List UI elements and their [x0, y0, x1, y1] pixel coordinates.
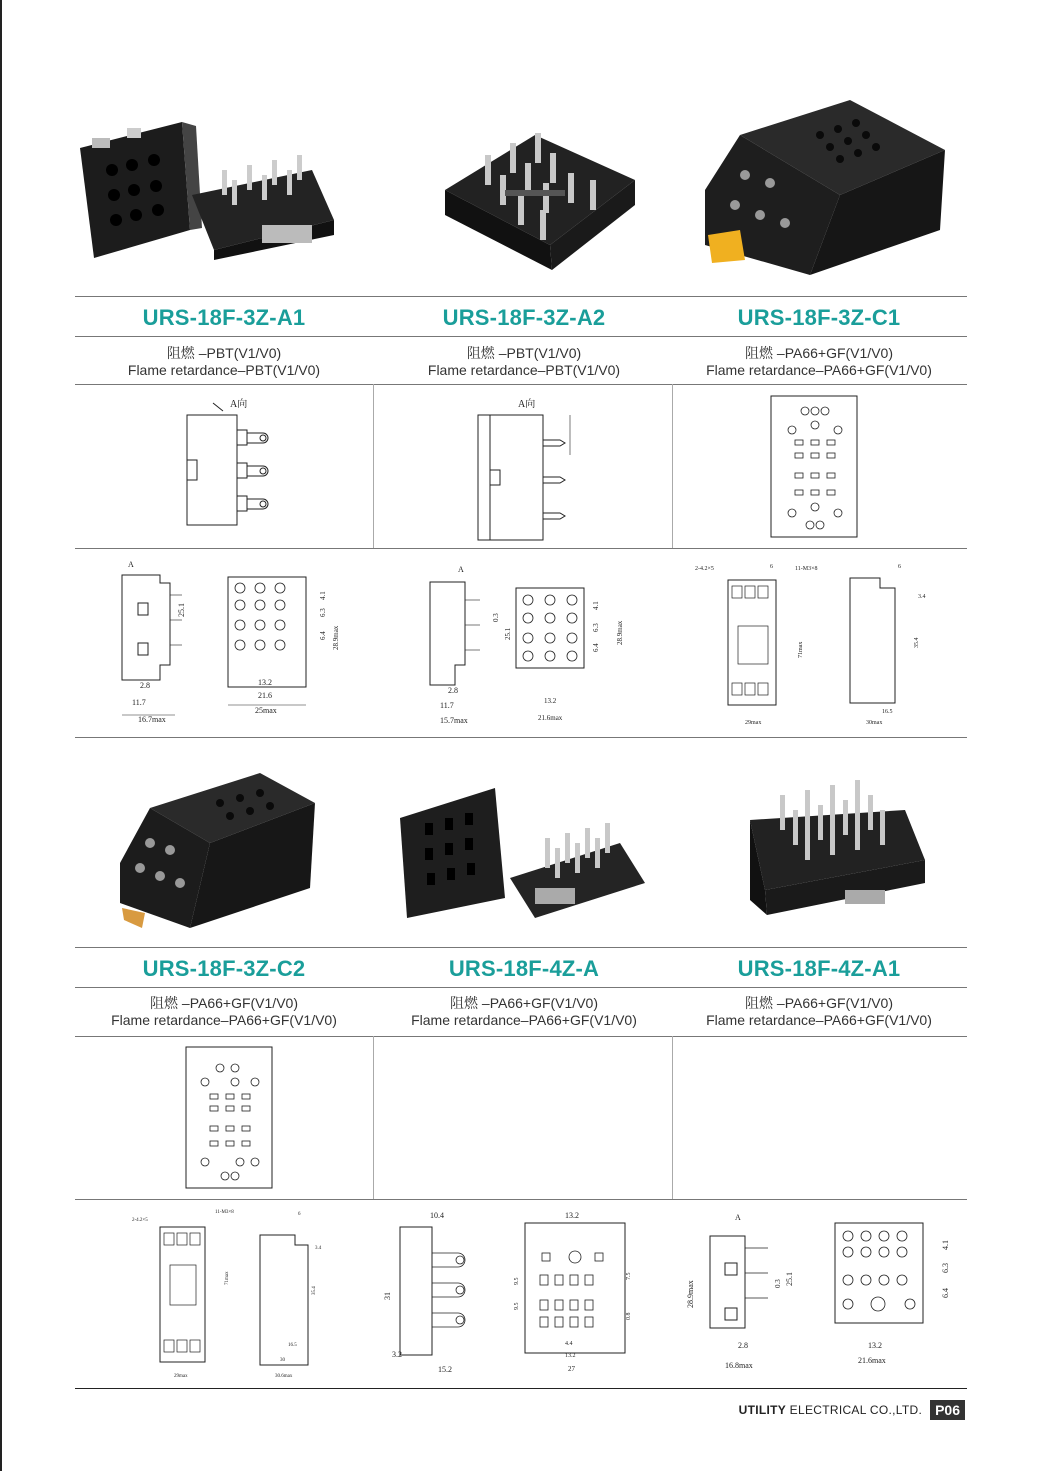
dim-label: 29max: [745, 720, 762, 726]
material-6: [670, 995, 968, 1029]
dim-label: 6.4: [941, 1288, 950, 1298]
divider: [75, 1036, 967, 1037]
model-title-5: URS-18F-4Z-A: [448, 956, 600, 981]
dim-label: 21.6: [258, 691, 272, 700]
dim-label: 2.8: [140, 681, 150, 690]
dim-label: 6.3: [941, 1263, 950, 1273]
dim-label: 6: [770, 564, 773, 570]
material-en: Flame retardance–PA66+GF(V1/V0): [706, 1012, 932, 1028]
dim-label: 2-4.2×5: [132, 1218, 148, 1223]
dim-label: 6.4: [592, 643, 600, 652]
dim-label: 4.1: [592, 601, 600, 610]
footer: [739, 1400, 965, 1420]
dim-label: 25max: [255, 706, 277, 715]
column-divider: [373, 1036, 374, 1199]
pin-diagram-c1: [770, 395, 860, 540]
divider: [75, 947, 967, 948]
material-4: [75, 995, 373, 1029]
material-cn: 阻燃 –PBT(V1/V0): [166, 345, 282, 361]
view-label: A向: [518, 399, 536, 410]
material-1: [75, 345, 373, 379]
dimension-drawing-c2: [130, 1205, 340, 1380]
page-border: [0, 0, 2, 1471]
divider: [75, 548, 967, 549]
material-5: [375, 995, 673, 1029]
dim-label: 31: [383, 1292, 392, 1300]
dimension-drawing-a2: [410, 560, 640, 730]
dimension-drawing-c1: [690, 558, 950, 733]
dim-label: 30: [280, 1358, 285, 1363]
dim-label: 4.1: [319, 591, 327, 600]
company-name-bold: UTILITY: [738, 1403, 787, 1417]
dim-label: 13.2: [544, 697, 557, 705]
dim-label: 35.4: [914, 637, 920, 648]
dim-label: 4.1: [941, 1240, 950, 1250]
dim-label: 25.1: [785, 1272, 794, 1286]
dimension-drawing-4z-a1: [680, 1208, 960, 1378]
dim-label: 16.5: [288, 1343, 297, 1348]
model-title-2: URS-18F-3Z-A2: [442, 305, 606, 330]
dim-label: 13.2: [565, 1353, 576, 1359]
dim-label: 11.7: [132, 698, 146, 707]
model-title-1: URS-18F-3Z-A1: [142, 305, 306, 330]
dim-label: 25.1: [504, 627, 512, 640]
view-label: A向: [230, 399, 248, 410]
dim-label: 0.8: [626, 1312, 632, 1320]
divider: [75, 296, 967, 297]
dim-label: 2.8: [738, 1341, 748, 1350]
dim-label: 30.6max: [275, 1374, 293, 1379]
column-divider: [672, 384, 673, 548]
dim-label: 11.7: [440, 701, 454, 710]
dim-label: 15.2: [438, 1365, 452, 1374]
material-cn: 阻燃 –PBT(V1/V0): [466, 345, 582, 361]
dim-label: 71max: [225, 1271, 230, 1285]
dim-label: 3.4: [918, 594, 926, 600]
dim-label: 9.5: [514, 1277, 520, 1285]
dim-label: 16.8max: [725, 1361, 753, 1370]
view-label: A: [458, 565, 464, 574]
dim-label: 7.5: [626, 1272, 632, 1280]
photo-urs-18f-3z-a1: [72, 110, 342, 260]
dim-label: 6: [298, 1212, 301, 1217]
dim-label: 6: [898, 564, 901, 570]
dim-label: 11-M3×8: [795, 566, 818, 572]
divider: [75, 336, 967, 337]
dim-label: 30max: [866, 720, 883, 726]
photo-urs-18f-4z-a1: [745, 765, 930, 935]
pin-diagram-c2: [185, 1046, 275, 1191]
dim-label: 21.6max: [858, 1356, 886, 1365]
dim-label: 11-M3×8: [215, 1210, 234, 1215]
dim-label: 3.2: [392, 1350, 402, 1359]
dim-label: 28.9max: [332, 625, 340, 650]
material-en: Flame retardance–PA66+GF(V1/V0): [111, 1012, 337, 1028]
dim-label: 29max: [174, 1374, 188, 1379]
column-divider: [672, 1036, 673, 1199]
dim-label: 0.3: [774, 1279, 782, 1288]
dim-label: 6.3: [592, 623, 600, 632]
divider: [75, 1199, 967, 1200]
material-cn: 阻燃 –PA66+GF(V1/V0): [150, 995, 298, 1011]
dim-label: 0.3: [492, 613, 500, 622]
divider: [75, 737, 967, 738]
dim-label: 16.7max: [138, 715, 166, 724]
dim-label: 21.6max: [538, 714, 563, 722]
photo-urs-18f-3z-a2: [440, 95, 640, 275]
dim-label: 6.4: [319, 631, 327, 640]
divider: [75, 987, 967, 988]
material-en: Flame retardance–PBT(V1/V0): [427, 362, 621, 378]
dim-label: 71max: [798, 641, 804, 658]
model-title-3: URS-18F-3Z-C1: [737, 305, 901, 330]
dim-label: 27: [568, 1365, 575, 1373]
dim-label: 16.5: [882, 709, 893, 715]
side-view-drawing-a2: [470, 395, 590, 545]
material-en: Flame retardance–PBT(V1/V0): [127, 362, 321, 378]
dim-label: 13.2: [258, 678, 272, 687]
dim-label: 13.2: [868, 1341, 882, 1350]
dim-label: 25.1: [177, 603, 186, 617]
dimension-drawing-a1: [100, 555, 360, 730]
dim-label: 15.7max: [440, 716, 468, 725]
dim-label: 3.4: [315, 1246, 322, 1251]
dim-label: 10.4: [430, 1211, 444, 1220]
photo-urs-18f-4z-a: [395, 783, 650, 928]
dim-label: 4.4: [565, 1341, 573, 1347]
material-en: Flame retardance–PA66+GF(V1/V0): [411, 1012, 637, 1028]
dim-label: 13.2: [565, 1211, 579, 1220]
column-divider: [373, 384, 374, 548]
dim-label: 2-4.2×5: [695, 566, 714, 572]
dim-label: 28.9max: [616, 620, 624, 645]
page-number: P06: [930, 1400, 965, 1420]
material-cn: 阻燃 –PA66+GF(V1/V0): [450, 995, 598, 1011]
view-label: A: [128, 560, 134, 569]
material-cn: 阻燃 –PA66+GF(V1/V0): [745, 995, 893, 1011]
side-view-drawing-a1: [175, 395, 285, 535]
material-2: [375, 345, 673, 379]
divider: [75, 384, 967, 385]
material-3: [670, 345, 968, 379]
divider: [75, 1388, 967, 1389]
model-title-6: URS-18F-4Z-A1: [737, 956, 901, 981]
company-name-rest: ELECTRICAL CO.,LTD.: [786, 1403, 923, 1417]
view-label: A: [735, 1213, 741, 1222]
photo-urs-18f-3z-c1: [700, 95, 950, 280]
model-title-4: URS-18F-3Z-C2: [142, 956, 306, 981]
dimension-drawing-4z-a: [380, 1205, 660, 1375]
material-en: Flame retardance–PA66+GF(V1/V0): [706, 362, 932, 378]
company-name: [739, 1403, 922, 1417]
photo-urs-18f-3z-c2: [110, 768, 320, 933]
dim-label: 2.8: [448, 686, 458, 695]
dim-label: 28.9max: [686, 1280, 695, 1308]
dim-label: 6.3: [319, 608, 327, 617]
material-cn: 阻燃 –PA66+GF(V1/V0): [745, 345, 893, 361]
dim-label: 9.5: [514, 1302, 520, 1310]
dim-label: 35.4: [312, 1286, 317, 1295]
